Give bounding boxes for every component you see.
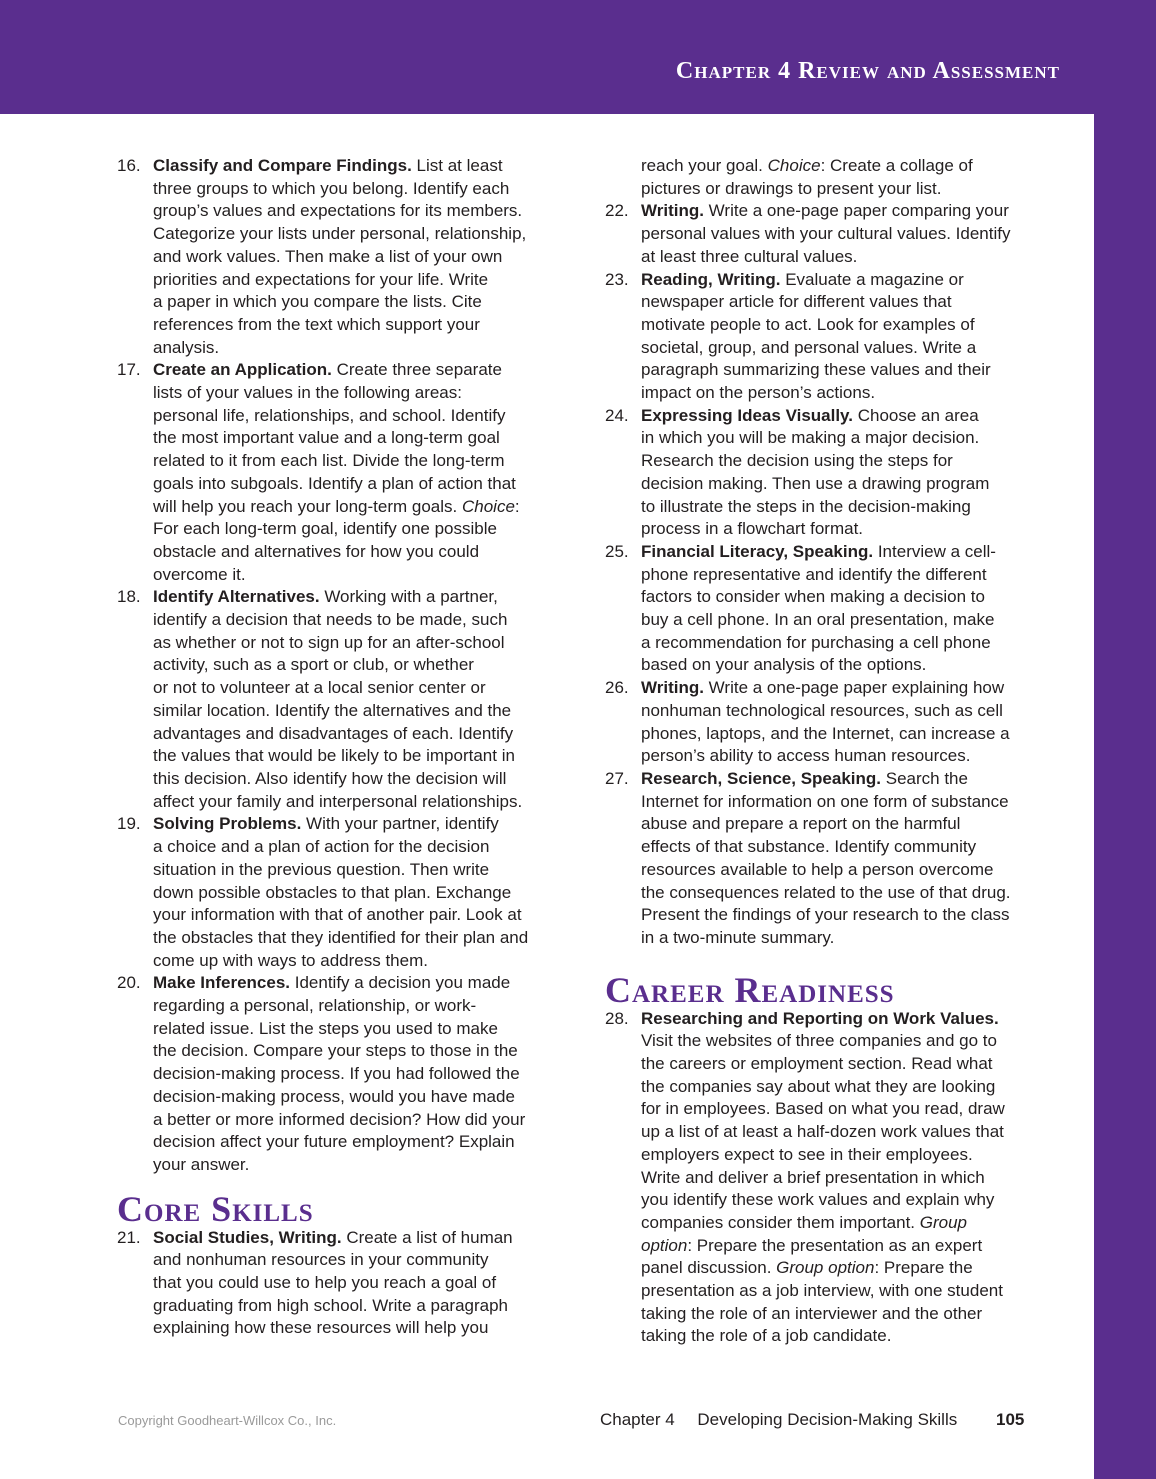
text-line: phone representative and identify the different bbox=[641, 564, 987, 584]
text-line: effects of that substance. Identify community bbox=[641, 837, 977, 857]
question-lead: Reading, Writing. bbox=[641, 269, 781, 289]
text-line: taking the role of a job candidate. bbox=[641, 1326, 892, 1346]
text-line: personal life, relationships, and school. Identify bbox=[153, 405, 506, 425]
page-title: Chapter 4 Review and Assessment bbox=[675, 58, 1060, 84]
text-line: panel discussion. Group option: Prepare the bbox=[641, 1258, 973, 1278]
question-lead: Social Studies, Writing. bbox=[153, 1227, 342, 1247]
text-line: decision-making process. If you had followed the bbox=[153, 1064, 520, 1084]
text-line: Solving Problems. With your partner, identify bbox=[153, 814, 499, 834]
question-number: 21. bbox=[117, 1227, 141, 1247]
question-lead: Financial Literacy, Speaking. bbox=[641, 541, 874, 561]
question-item bbox=[605, 405, 1075, 541]
text-line: factors to consider when making a decision to bbox=[641, 587, 985, 607]
text-line: Social Studies, Writing. Create a list of human bbox=[153, 1227, 513, 1247]
question-item bbox=[117, 155, 587, 359]
text-line: decision making. Then use a drawing program bbox=[641, 473, 990, 493]
question-lead: Identify Alternatives. bbox=[153, 587, 320, 607]
running-footer bbox=[600, 1410, 1024, 1430]
right-column bbox=[605, 155, 1075, 1348]
question-number: 28. bbox=[605, 1008, 629, 1028]
text-line: For each long-term goal, identify one possible bbox=[153, 519, 497, 539]
question-lead: Create an Application. bbox=[153, 360, 332, 380]
question-number: 17. bbox=[117, 360, 141, 380]
question-item bbox=[605, 269, 1075, 405]
text-line: similar location. Identify the alternatives and the bbox=[153, 700, 512, 720]
text-line: lists of your values in the following areas: bbox=[153, 383, 462, 403]
text-line: at least three cultural values. bbox=[641, 246, 858, 266]
text-line: impact on the person’s actions. bbox=[641, 383, 876, 403]
question-number: 22. bbox=[605, 201, 629, 221]
text-line: up a list of at least a half-dozen work values that bbox=[641, 1122, 1004, 1142]
text-line: Write and deliver a brief presentation in which bbox=[641, 1167, 985, 1187]
text-line: that you could use to help you reach a goal of bbox=[153, 1273, 497, 1293]
question-number: 18. bbox=[117, 587, 141, 607]
question-item bbox=[605, 677, 1075, 768]
text-line: a paper in which you compare the lists. Cite bbox=[153, 292, 482, 312]
side-bar bbox=[1094, 0, 1156, 1479]
text-line: a recommendation for purchasing a cell phone bbox=[641, 632, 991, 652]
text-line: Visit the websites of three companies and go to bbox=[641, 1031, 997, 1051]
text-line: and work values. Then make a list of your own bbox=[153, 246, 503, 266]
question-number: 25. bbox=[605, 541, 629, 561]
question-item bbox=[117, 1227, 587, 1341]
text-line: abuse and prepare a report on the harmful bbox=[641, 814, 961, 834]
text-line: priorities and expectations for your life. Write bbox=[153, 269, 489, 289]
text-line: Writing. Write a one-page paper explaining how bbox=[641, 678, 1005, 698]
question-number: 20. bbox=[117, 973, 141, 993]
text-line: your answer. bbox=[153, 1154, 250, 1174]
question-item bbox=[605, 1008, 1075, 1349]
text-line: the most important value and a long-term goal bbox=[153, 428, 500, 448]
text-line: the decision. Compare your steps to those in the bbox=[153, 1041, 518, 1061]
text-line: related to it from each list. Divide the long-term bbox=[153, 451, 505, 471]
text-line: Research the decision using the steps for bbox=[641, 451, 953, 471]
text-line: as whether or not to sign up for an after-school bbox=[153, 632, 505, 652]
text-line: personal values with your cultural values. Identify bbox=[641, 224, 1011, 244]
text-line: the values that would be likely to be important in bbox=[153, 746, 515, 766]
text-line: this decision. Also identify how the decision will bbox=[153, 768, 507, 788]
text-line: Reading, Writing. Evaluate a magazine or bbox=[641, 269, 964, 289]
text-line: and nonhuman resources in your community bbox=[153, 1250, 489, 1270]
text-line: advantages and disadvantages of each. Identify bbox=[153, 723, 514, 743]
text-line: pictures or drawings to present your list. bbox=[641, 178, 942, 198]
question-number: 19. bbox=[117, 814, 141, 834]
question-lead: Expressing Ideas Visually. bbox=[641, 405, 853, 425]
text-line: Classify and Compare Findings. List at least bbox=[153, 156, 503, 175]
text-line: you identify these work values and explain why bbox=[641, 1190, 995, 1210]
text-line: group’s values and expectations for its members. bbox=[153, 201, 523, 221]
text-line: based on your analysis of the options. bbox=[641, 655, 927, 675]
text-line: for in employees. Based on what you read, draw bbox=[641, 1099, 1005, 1119]
question-lead: Solving Problems. bbox=[153, 814, 302, 834]
text-line: paragraph summarizing these values and their bbox=[641, 360, 991, 380]
question-item bbox=[605, 768, 1075, 950]
question-lead: Writing. bbox=[641, 678, 704, 698]
text-line: analysis. bbox=[153, 337, 220, 357]
question-number: 23. bbox=[605, 269, 629, 289]
text-line: Identify Alternatives. Working with a partner, bbox=[153, 587, 498, 607]
text-line: Make Inferences. Identify a decision you made bbox=[153, 973, 511, 993]
text-line: a choice and a plan of action for the decision bbox=[153, 837, 490, 857]
text-line: the obstacles that they identified for their plan and bbox=[153, 927, 529, 947]
text-line: will help you reach your long-term goals. Choice: bbox=[153, 496, 520, 516]
header-bar bbox=[0, 0, 1156, 114]
text-line: Expressing Ideas Visually. Choose an area bbox=[641, 405, 979, 425]
text-line: a better or more informed decision? How did your bbox=[153, 1109, 526, 1129]
text-line: taking the role of an interviewer and the other bbox=[641, 1303, 983, 1323]
footer-chapter: Chapter 4 bbox=[600, 1410, 675, 1429]
text-line: presentation as a job interview, with one student bbox=[641, 1281, 1003, 1301]
text-line: your information with that of another pair. Look at bbox=[153, 905, 522, 925]
text-line: in a two-minute summary. bbox=[641, 927, 835, 947]
text-line: buy a cell phone. In an oral presentation, make bbox=[641, 610, 995, 630]
question-item bbox=[117, 972, 587, 1176]
section-heading-career-readiness: Career Readiness bbox=[605, 969, 895, 1010]
text-line: graduating from high school. Write a paragraph bbox=[153, 1295, 508, 1315]
question-number: 24. bbox=[605, 405, 629, 425]
text-line: affect your family and interpersonal relationships. bbox=[153, 791, 523, 811]
text-line: come up with ways to address them. bbox=[153, 950, 428, 970]
question-number: 16. bbox=[117, 156, 141, 175]
text-line: situation in the previous question. Then write bbox=[153, 859, 490, 879]
question-item bbox=[605, 200, 1075, 268]
text-line: references from the text which support your bbox=[153, 314, 480, 334]
text-line: obstacle and alternatives for how you could bbox=[153, 541, 480, 561]
text-line: goals into subgoals. Identify a plan of action that bbox=[153, 473, 516, 493]
question-item bbox=[117, 359, 587, 586]
text-line: societal, group, and personal values. Write a bbox=[641, 337, 977, 357]
question-number: 27. bbox=[605, 768, 629, 788]
text-line: Internet for information on one form of substance bbox=[641, 791, 1009, 811]
page-number: 105 bbox=[995, 1410, 1025, 1429]
question-lead: Classify and Compare Findings. bbox=[153, 156, 412, 175]
question-number: 26. bbox=[605, 678, 629, 698]
text-line: Writing. Write a one-page paper comparing your bbox=[641, 201, 1009, 221]
text-line: identify a decision that needs to be made, such bbox=[153, 610, 508, 630]
text-line: Present the findings of your research to the class bbox=[641, 905, 1010, 925]
footer-chapter-title: Developing Decision-Making Skills bbox=[697, 1410, 958, 1429]
text-line: down possible obstacles to that plan. Exchange bbox=[153, 882, 512, 902]
text-line: decision affect your future employment? Explain bbox=[153, 1132, 515, 1152]
text-line: Financial Literacy, Speaking. Interview a cell- bbox=[641, 541, 996, 561]
text-line: process in a flowchart format. bbox=[641, 519, 864, 539]
text-line: employers expect to see in their employees. bbox=[641, 1144, 973, 1164]
text-line: decision-making process, would you have made bbox=[153, 1086, 515, 1106]
question-continuation bbox=[605, 155, 1075, 200]
copyright-text: Copyright Goodheart-Willcox Co., Inc. bbox=[118, 1413, 337, 1428]
text-line: Research, Science, Speaking. Search the bbox=[641, 768, 968, 788]
text-line: regarding a personal, relationship, or work- bbox=[153, 996, 477, 1016]
text-line: in which you will be making a major decision. bbox=[641, 428, 980, 448]
text-line: the careers or employment section. Read what bbox=[641, 1054, 993, 1074]
text-line: Categorize your lists under personal, relationship, bbox=[153, 224, 527, 244]
text-line: three groups to which you belong. Identify each bbox=[153, 178, 510, 198]
question-lead: Writing. bbox=[641, 201, 704, 221]
text-line: phones, laptops, and the Internet, can increase a bbox=[641, 723, 1010, 743]
text-line: reach your goal. Choice: Create a collage of bbox=[641, 156, 973, 175]
text-line: the consequences related to the use of that drug. bbox=[641, 882, 1011, 902]
question-item bbox=[605, 541, 1075, 677]
text-line: person’s ability to access human resources. bbox=[641, 746, 971, 766]
text-line: companies consider them important. Group bbox=[641, 1212, 967, 1232]
text-line: to illustrate the steps in the decision-making bbox=[641, 496, 971, 516]
text-line: newspaper article for different values that bbox=[641, 292, 952, 312]
text-line: related issue. List the steps you used to make bbox=[153, 1018, 498, 1038]
section-heading-core-skills: Core Skills bbox=[117, 1188, 314, 1229]
text-line: Create an Application. Create three separate bbox=[153, 360, 502, 380]
text-line: or not to volunteer at a local senior center or bbox=[153, 678, 486, 698]
text-line: option: Prepare the presentation as an expert bbox=[641, 1235, 983, 1255]
text-line: overcome it. bbox=[153, 564, 246, 584]
left-column bbox=[117, 155, 587, 1340]
text-line: activity, such as a sport or club, or whether bbox=[153, 655, 474, 675]
question-lead: Make Inferences. bbox=[153, 973, 291, 993]
text-line: the companies say about what they are looking bbox=[641, 1076, 996, 1096]
text-line: resources available to help a person overcome bbox=[641, 859, 994, 879]
text-line: nonhuman technological resources, such as cell bbox=[641, 700, 1003, 720]
question-item bbox=[117, 813, 587, 972]
text-line: explaining how these resources will help you bbox=[153, 1318, 489, 1338]
question-lead: Research, Science, Speaking. bbox=[641, 768, 882, 788]
question-item bbox=[117, 586, 587, 813]
text-line: motivate people to act. Look for examples of bbox=[641, 314, 975, 334]
question-lead: Researching and Reporting on Work Values. bbox=[641, 1008, 999, 1028]
